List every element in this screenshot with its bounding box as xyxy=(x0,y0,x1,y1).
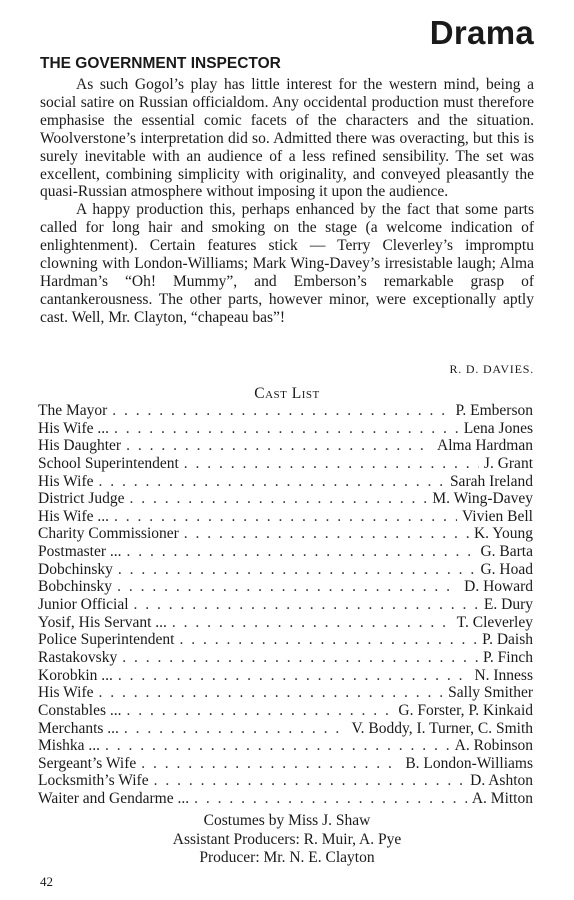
production-credits xyxy=(0,812,574,868)
cast-list-heading: Cast List xyxy=(254,385,320,402)
assistant-producers-credit: Assistant Producers: R. Muir, A. Pye xyxy=(172,830,402,848)
cast-actor: P. Daish xyxy=(482,631,533,649)
dot-leader xyxy=(117,578,459,596)
cast-role: Merchants ... xyxy=(38,719,119,737)
cast-row xyxy=(38,702,533,720)
article-body xyxy=(40,76,534,327)
cast-row xyxy=(38,473,533,491)
cast-actor: D. Ashton xyxy=(470,772,533,790)
cast-role: Bobchinsky xyxy=(38,578,113,596)
cast-actor: A. Robinson xyxy=(454,737,533,755)
cast-role: Waiter and Gendarme ... xyxy=(38,790,190,808)
cast-role: School Superintendent xyxy=(38,454,179,472)
cast-actor: M. Wing-Davey xyxy=(432,490,533,508)
cast-actor: G. Barta xyxy=(480,543,533,561)
cast-role: District Judge xyxy=(38,490,125,508)
cast-actor: Sally Smither xyxy=(448,684,533,702)
cast-role: Yosif, His Servant ... xyxy=(38,613,167,631)
cast-row xyxy=(38,437,533,455)
cast-row xyxy=(38,508,533,526)
cast-actor: Sarah Ireland xyxy=(449,472,533,490)
dot-leader xyxy=(114,420,459,438)
cast-actor: Alma Hardman xyxy=(437,437,533,455)
cast-role: Korobkin ... xyxy=(38,666,113,684)
cast-row xyxy=(38,631,533,649)
dot-leader xyxy=(134,596,479,614)
dot-leader xyxy=(172,614,452,632)
dot-leader xyxy=(114,508,457,526)
cast-actor: V. Boddy, I. Turner, C. Smith xyxy=(351,719,533,737)
cast-role: His Wife ... xyxy=(38,507,109,525)
dot-leader xyxy=(124,720,347,738)
cast-row xyxy=(38,667,533,685)
dot-leader xyxy=(130,490,428,508)
dot-leader xyxy=(112,402,450,420)
cast-role: His Wife xyxy=(38,472,94,490)
cast-actor: T. Cleverley xyxy=(456,613,533,631)
cast-role: His Wife xyxy=(38,684,94,702)
cast-role: Postmaster ... xyxy=(38,543,122,561)
cast-actor: N. Inness xyxy=(474,666,533,684)
page-number: 42 xyxy=(40,874,53,889)
cast-actor: J. Grant xyxy=(483,454,533,472)
cast-role: Charity Commissioner xyxy=(38,525,179,543)
cast-role: His Daughter xyxy=(38,437,122,455)
cast-role: Locksmith’s Wife xyxy=(38,772,149,790)
cast-role: Rastakovsky xyxy=(38,648,118,666)
dot-leader xyxy=(105,737,450,755)
section-title: Drama xyxy=(429,14,534,51)
cast-row xyxy=(38,578,533,596)
cast-row xyxy=(38,420,533,438)
cast-list xyxy=(38,402,533,808)
cast-row xyxy=(38,596,533,614)
cast-row xyxy=(38,402,533,420)
cast-actor: Vivien Bell xyxy=(462,507,533,525)
dot-leader xyxy=(126,437,432,455)
dot-leader xyxy=(98,473,444,491)
dot-leader xyxy=(179,631,477,649)
article-paragraph: A happy production this, perhaps enhanced by the fact that some parts called for long hair and smoking on the stage (a welcome indication of enlightenment). Certain features stick — Terry Cleverley’s impromptu clowning with London-Williams; Mark Wing-Davey’s irresistable laugh; Alma Hardman’s “Oh! Mummy”, and Emberson’s remarkable grasp of cantankerousness. The other parts, however minor, were exceptionally aptly cast. Well, Mr. Clayton, “chapeau bas”! xyxy=(40,201,534,326)
dot-leader xyxy=(118,667,470,685)
dot-leader xyxy=(184,525,469,543)
cast-row xyxy=(38,525,533,543)
article-paragraph: As such Gogol’s play has little interest for the western mind, being a social satire on Russian officialdom. Any occidental production must therefore emphasise the essential comic facets of the characters and the situation. Woolverstone’s interpretation did so. Admitted there was overacting, but this is surely inevitable with an audience of a less refined sensibility. The set was excellent, combining simplicity with originality, and conveyed pleasantly the quasi-Russian atmosphere without imposing it upon the audience. xyxy=(40,76,534,201)
producer-credit: Producer: Mr. N. E. Clayton xyxy=(199,849,375,866)
dot-leader xyxy=(141,755,400,773)
dot-leader xyxy=(118,561,476,579)
cast-role: Dobchinsky xyxy=(38,560,113,578)
cast-row xyxy=(38,772,533,790)
cast-row xyxy=(38,720,533,738)
cast-row xyxy=(38,490,533,508)
cast-role: Police Superintendent xyxy=(38,631,175,649)
cast-row xyxy=(38,455,533,473)
article-title: THE GOVERNMENT INSPECTOR xyxy=(40,55,281,72)
cast-role: Junior Official xyxy=(38,596,129,614)
cast-actor: Lena Jones xyxy=(463,419,533,437)
cast-actor: G. Forster, P. Kinkaid xyxy=(398,701,533,719)
cast-row xyxy=(38,737,533,755)
cast-actor: A. Mitton xyxy=(471,790,533,808)
dot-leader xyxy=(127,702,394,720)
cast-row xyxy=(38,649,533,667)
dot-leader xyxy=(98,684,443,702)
cast-actor: G. Hoad xyxy=(480,560,533,578)
cast-actor: K. Young xyxy=(473,525,533,543)
dot-leader xyxy=(127,543,476,561)
author-signature: R. D. DAVIES. xyxy=(449,362,534,376)
cast-row xyxy=(38,755,533,773)
dot-leader xyxy=(154,772,466,790)
cast-actor: E. Dury xyxy=(483,596,533,614)
cast-row xyxy=(38,561,533,579)
cast-row xyxy=(38,790,533,808)
cast-actor: B. London-Williams xyxy=(405,754,533,772)
cast-role: The Mayor xyxy=(38,402,108,419)
cast-role: His Wife ... xyxy=(38,419,109,437)
cast-role: Sergeant’s Wife xyxy=(38,754,137,772)
cast-actor: P. Finch xyxy=(483,648,533,666)
dot-leader xyxy=(184,455,479,473)
costumes-credit: Costumes by Miss J. Shaw xyxy=(203,812,371,829)
cast-actor: D. Howard xyxy=(464,578,533,596)
cast-row xyxy=(38,543,533,561)
cast-row xyxy=(38,614,533,632)
dot-leader xyxy=(194,790,467,808)
cast-role: Mishka ... xyxy=(38,737,100,755)
dot-leader xyxy=(122,649,478,667)
cast-row xyxy=(38,684,533,702)
cast-role: Constables ... xyxy=(38,701,122,719)
cast-actor: P. Emberson xyxy=(455,402,533,419)
